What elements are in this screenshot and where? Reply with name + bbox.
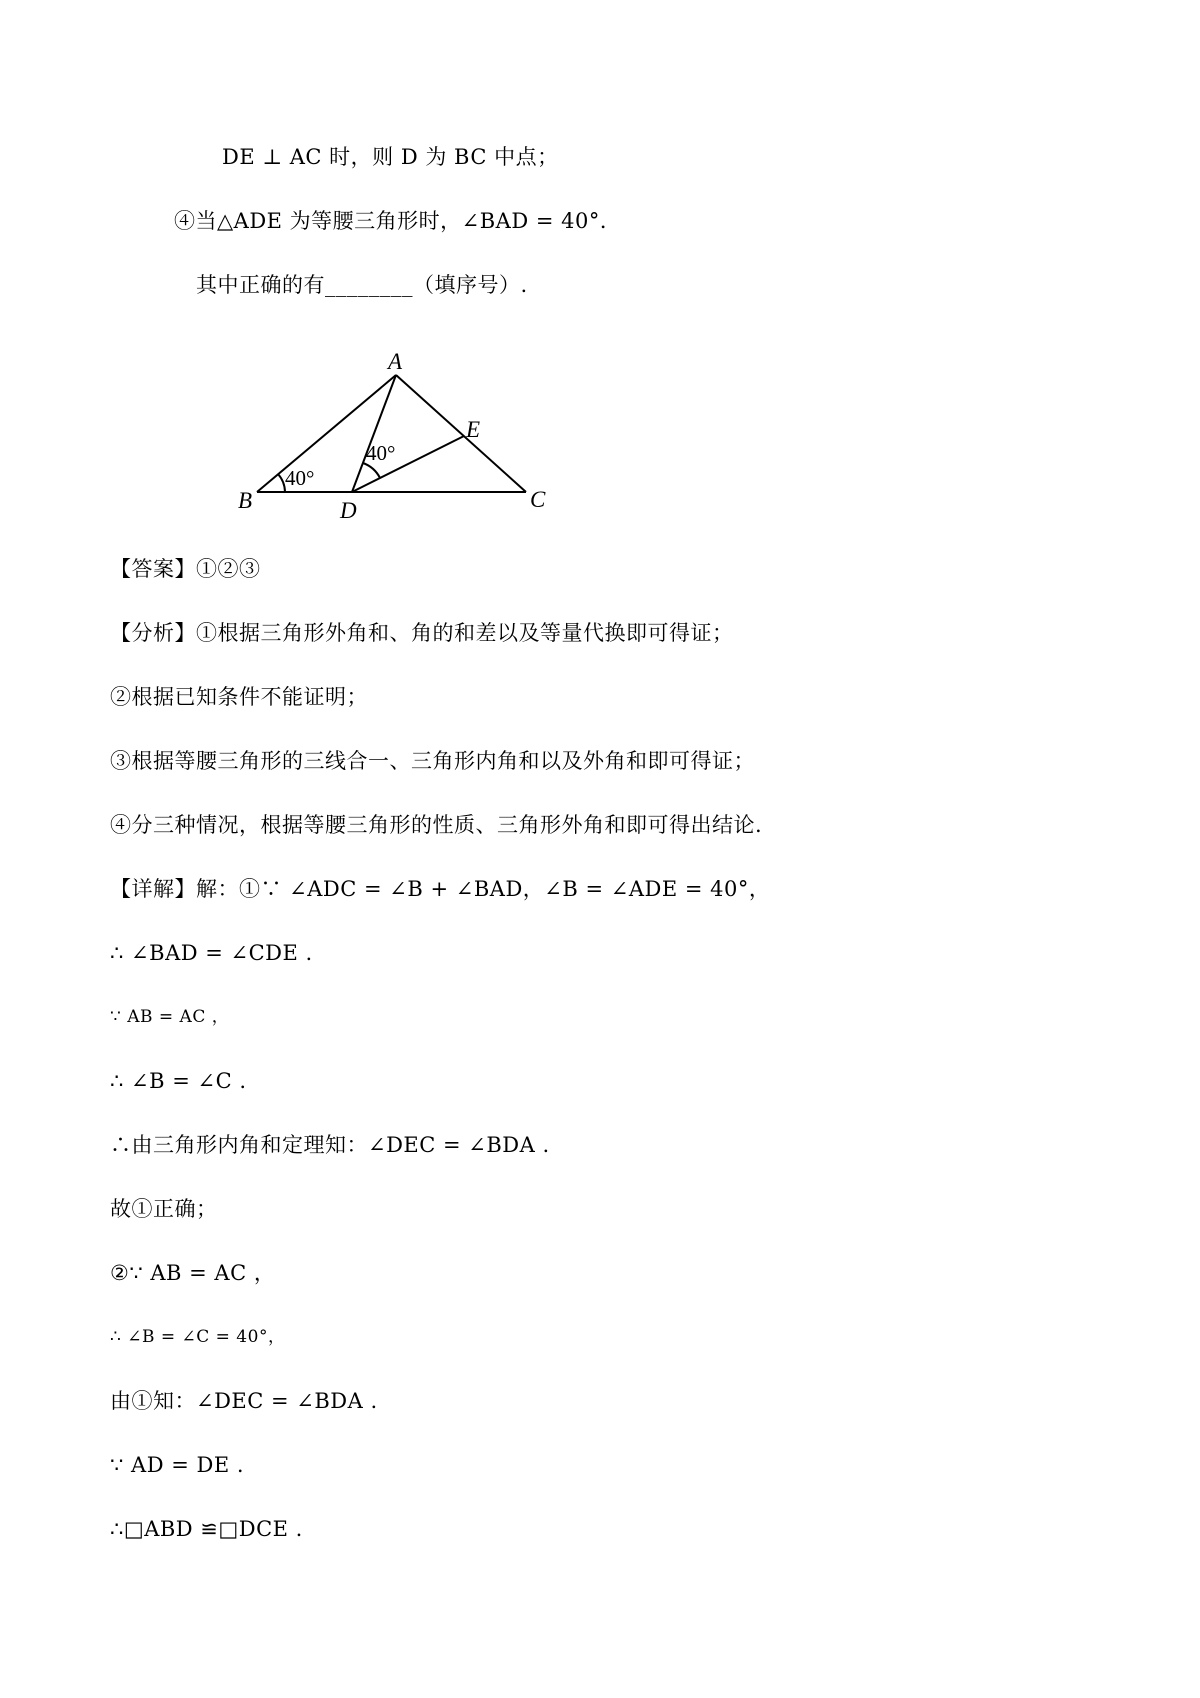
solution-line-9: 由①知：∠DEC = ∠BDA . (110, 1389, 378, 1413)
solution-line-4: ∴ ∠B = ∠C . (110, 1069, 247, 1093)
answer-line: 【答案】①②③ (110, 557, 261, 581)
solution-line-11: ∴□ABD ≌□DCE . (110, 1517, 303, 1541)
analysis-line-4: ④分三种情况，根据等腰三角形的性质、三角形外角和即可得出结论. (110, 813, 763, 837)
solution-line-5: ∴由三角形内角和定理知：∠DEC = ∠BDA . (110, 1133, 550, 1157)
analysis-line-1: 【分析】①根据三角形外角和、角的和差以及等量代换即可得证； (110, 621, 734, 645)
question-prompt: 其中正确的有________（填序号）. (196, 273, 528, 297)
analysis-line-2: ②根据已知条件不能证明； (110, 685, 368, 709)
solution-line-1: 【详解】解：①∵ ∠ADC = ∠B + ∠BAD，∠B = ∠ADE = 40°， (110, 877, 771, 901)
label-a: A (388, 349, 403, 374)
segment-ac (396, 375, 526, 492)
analysis-line-3: ③根据等腰三角形的三线合一、三角形内角和以及外角和即可得证； (110, 749, 755, 773)
label-d: D (340, 498, 357, 523)
condition-4-line: ④当△ADE 为等腰三角形时，∠BAD = 40°． (174, 209, 622, 233)
condition-3-line: DE ⊥ AC 时，则 D 为 BC 中点； (222, 145, 559, 169)
label-e: E (466, 417, 481, 442)
label-b: B (238, 488, 253, 513)
solution-line-8: ∴ ∠B = ∠C = 40°， (110, 1327, 286, 1347)
angle-arc-d (363, 463, 380, 478)
angle-arc-b (278, 474, 285, 492)
label-c: C (530, 487, 546, 512)
triangle-figure (230, 345, 570, 525)
angle-label-b: 40° (285, 466, 315, 490)
angle-label-ade: 40° (366, 441, 396, 465)
solution-line-10: ∵ AD = DE . (110, 1453, 245, 1477)
solution-line-6: 故①正确； (110, 1197, 218, 1221)
solution-line-2: ∴ ∠BAD = ∠CDE . (110, 941, 313, 965)
solution-line-3: ∵ AB = AC ， (110, 1007, 230, 1027)
solution-line-7: ②∵ AB = AC ， (110, 1261, 276, 1285)
